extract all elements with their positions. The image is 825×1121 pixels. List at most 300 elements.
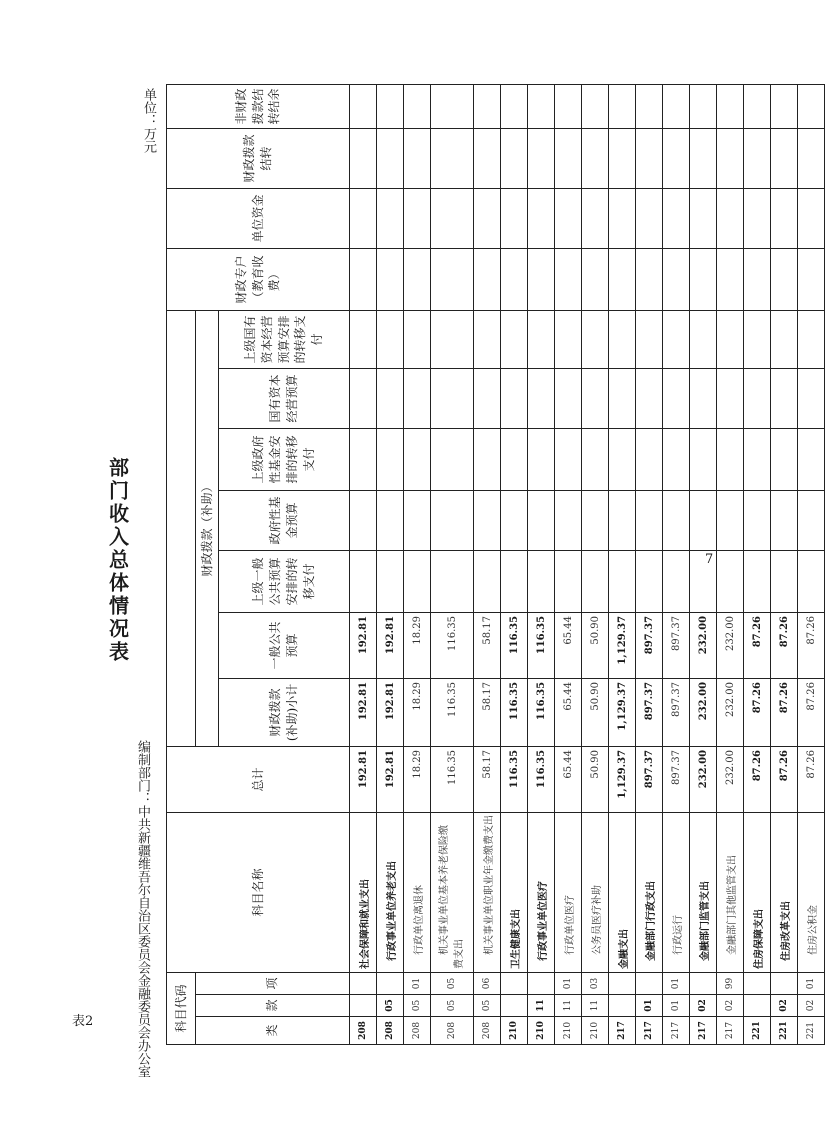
empty-cell bbox=[690, 368, 717, 428]
xiang-cell: 05 bbox=[431, 972, 474, 994]
empty-cell bbox=[377, 248, 404, 310]
empty-cell bbox=[717, 428, 744, 490]
general-cell: 58.17 bbox=[474, 612, 501, 678]
total-cell: 232.00 bbox=[717, 746, 744, 812]
table-row bbox=[350, 84, 377, 1044]
empty-cell bbox=[798, 310, 825, 368]
empty-cell bbox=[528, 248, 555, 310]
name-cell bbox=[717, 812, 744, 972]
name-cell bbox=[690, 812, 717, 972]
income-table bbox=[166, 84, 825, 1045]
empty-cell bbox=[431, 84, 474, 128]
empty-cell bbox=[609, 188, 636, 248]
empty-cell bbox=[528, 188, 555, 248]
name-cell bbox=[528, 812, 555, 972]
empty-cell bbox=[744, 248, 771, 310]
table-row bbox=[609, 84, 636, 1044]
rotated-table-wrapper bbox=[166, 85, 819, 1045]
empty-cell bbox=[690, 84, 717, 128]
empty-cell bbox=[350, 248, 377, 310]
name-cell bbox=[474, 812, 501, 972]
empty-cell bbox=[582, 490, 609, 550]
name-text: 行政事业单位养老支出 bbox=[386, 860, 398, 961]
empty-cell bbox=[771, 310, 798, 368]
kuan-cell: 11 bbox=[555, 995, 582, 1017]
lei-cell: 217 bbox=[717, 1017, 744, 1045]
empty-cell bbox=[663, 368, 690, 428]
name-cell bbox=[771, 812, 798, 972]
subtotal-cell: 116.35 bbox=[528, 678, 555, 746]
empty-cell bbox=[663, 128, 690, 188]
empty-cell bbox=[528, 368, 555, 428]
empty-cell bbox=[377, 84, 404, 128]
kuan-cell: 05 bbox=[377, 995, 404, 1017]
xiang-cell: 06 bbox=[474, 972, 501, 994]
name-cell bbox=[555, 812, 582, 972]
empty-cell bbox=[528, 128, 555, 188]
total-cell: 58.17 bbox=[474, 746, 501, 812]
lei-cell: 208 bbox=[431, 1017, 474, 1045]
name-text: 金融部门其他监管支出 bbox=[726, 854, 738, 955]
empty-cell bbox=[636, 490, 663, 550]
empty-cell bbox=[350, 490, 377, 550]
empty-cell bbox=[636, 310, 663, 368]
empty-cell bbox=[582, 128, 609, 188]
empty-cell bbox=[404, 550, 431, 612]
empty-cell bbox=[798, 550, 825, 612]
table-row bbox=[582, 84, 609, 1044]
empty-cell bbox=[717, 248, 744, 310]
empty-cell bbox=[404, 188, 431, 248]
lei-cell: 210 bbox=[501, 1017, 528, 1045]
name-text: 住房公积金 bbox=[807, 904, 819, 955]
upper-fund-header: 上级政府性基金安排的转移支付 bbox=[219, 428, 350, 490]
empty-cell bbox=[690, 128, 717, 188]
empty-cell bbox=[431, 248, 474, 310]
empty-cell bbox=[744, 128, 771, 188]
empty-cell bbox=[744, 368, 771, 428]
empty-cell bbox=[771, 188, 798, 248]
subtotal-cell: 232.00 bbox=[690, 678, 717, 746]
empty-cell bbox=[501, 310, 528, 368]
total-cell: 65.44 bbox=[555, 746, 582, 812]
empty-cell bbox=[431, 128, 474, 188]
xiang-cell bbox=[690, 972, 717, 994]
empty-cell bbox=[377, 128, 404, 188]
xiang-cell bbox=[609, 972, 636, 994]
empty-cell bbox=[431, 428, 474, 490]
total-cell: 18.29 bbox=[404, 746, 431, 812]
empty-cell bbox=[771, 128, 798, 188]
empty-cell bbox=[377, 428, 404, 490]
kuan-cell: 02 bbox=[771, 995, 798, 1017]
kuan-cell: 02 bbox=[798, 995, 825, 1017]
non-fiscal-carryover-header: 非财政拨款结转结余 bbox=[167, 84, 350, 128]
name-text: 行政运行 bbox=[672, 914, 684, 955]
upper-state-header: 上级国有资本经营预算安排的转移支付 bbox=[219, 310, 350, 368]
empty-cell bbox=[582, 310, 609, 368]
kuan-cell: 05 bbox=[431, 995, 474, 1017]
general-cell: 116.35 bbox=[528, 612, 555, 678]
xiang-cell: 01 bbox=[404, 972, 431, 994]
total-cell: 232.00 bbox=[690, 746, 717, 812]
subtotal-cell: 232.00 bbox=[717, 678, 744, 746]
name-cell bbox=[350, 812, 377, 972]
empty-cell bbox=[474, 128, 501, 188]
special-account-header: 财政专户（教育收费） bbox=[167, 248, 350, 310]
empty-cell bbox=[582, 368, 609, 428]
empty-cell bbox=[404, 310, 431, 368]
general-cell: 232.00 bbox=[690, 612, 717, 678]
empty-cell bbox=[555, 188, 582, 248]
xiang-cell: 03 bbox=[582, 972, 609, 994]
empty-cell bbox=[636, 128, 663, 188]
empty-cell bbox=[582, 428, 609, 490]
empty-cell bbox=[404, 248, 431, 310]
total-cell: 116.35 bbox=[528, 746, 555, 812]
empty-cell bbox=[528, 428, 555, 490]
empty-cell bbox=[663, 490, 690, 550]
empty-cell bbox=[744, 550, 771, 612]
name-text: 住房保障支出 bbox=[753, 908, 765, 969]
kuan-cell: 05 bbox=[474, 995, 501, 1017]
xiang-cell bbox=[377, 972, 404, 994]
empty-cell bbox=[404, 84, 431, 128]
empty-cell bbox=[690, 550, 717, 612]
name-cell bbox=[501, 812, 528, 972]
kuan-cell: 01 bbox=[663, 995, 690, 1017]
table-row bbox=[744, 84, 771, 1044]
table-row bbox=[431, 84, 474, 1044]
empty-cell bbox=[690, 248, 717, 310]
table-label: 表2 bbox=[72, 1014, 94, 1029]
name-text: 行政单位医疗 bbox=[564, 894, 576, 955]
empty-cell bbox=[474, 490, 501, 550]
general-cell: 65.44 bbox=[555, 612, 582, 678]
empty-cell bbox=[555, 248, 582, 310]
kuan-cell bbox=[501, 995, 528, 1017]
table-body bbox=[350, 84, 825, 1044]
page-number: 7 bbox=[705, 552, 714, 567]
empty-cell bbox=[431, 188, 474, 248]
empty-cell bbox=[690, 428, 717, 490]
name-text: 金融支出 bbox=[618, 928, 630, 969]
empty-cell bbox=[582, 248, 609, 310]
total-cell: 87.26 bbox=[771, 746, 798, 812]
empty-cell bbox=[555, 128, 582, 188]
name-text: 卫生健康支出 bbox=[510, 908, 522, 969]
empty-cell bbox=[474, 428, 501, 490]
general-cell: 87.26 bbox=[744, 612, 771, 678]
kuan-cell bbox=[744, 995, 771, 1017]
name-text: 行政事业单位医疗 bbox=[537, 880, 549, 961]
name-cell bbox=[404, 812, 431, 972]
lei-header: 类 bbox=[196, 1017, 350, 1045]
general-cell: 232.00 bbox=[717, 612, 744, 678]
empty-cell bbox=[690, 310, 717, 368]
total-cell: 50.90 bbox=[582, 746, 609, 812]
general-cell: 116.35 bbox=[501, 612, 528, 678]
empty-cell bbox=[582, 188, 609, 248]
empty-cell bbox=[528, 310, 555, 368]
empty-cell bbox=[555, 490, 582, 550]
general-cell: 87.26 bbox=[798, 612, 825, 678]
kuan-cell: 02 bbox=[717, 995, 744, 1017]
table-row bbox=[717, 84, 744, 1044]
empty-cell bbox=[636, 188, 663, 248]
empty-cell bbox=[350, 188, 377, 248]
upper-general-header: 上级一般公共预算安排的转移支付 bbox=[219, 550, 350, 612]
empty-cell bbox=[717, 490, 744, 550]
empty-cell bbox=[798, 84, 825, 128]
empty-cell bbox=[501, 368, 528, 428]
lei-cell: 217 bbox=[609, 1017, 636, 1045]
total-cell: 1,129.37 bbox=[609, 746, 636, 812]
subtotal-cell: 18.29 bbox=[404, 678, 431, 746]
empty-cell bbox=[431, 550, 474, 612]
general-cell: 897.37 bbox=[636, 612, 663, 678]
name-cell bbox=[377, 812, 404, 972]
table-row bbox=[377, 84, 404, 1044]
table-row bbox=[474, 84, 501, 1044]
empty-cell bbox=[474, 188, 501, 248]
name-cell bbox=[663, 812, 690, 972]
xiang-cell bbox=[636, 972, 663, 994]
empty-cell bbox=[501, 84, 528, 128]
xiang-header: 项 bbox=[196, 972, 350, 994]
empty-cell bbox=[798, 428, 825, 490]
xiang-cell bbox=[501, 972, 528, 994]
empty-cell bbox=[555, 550, 582, 612]
subtotal-cell: 1,129.37 bbox=[609, 678, 636, 746]
kuan-cell bbox=[609, 995, 636, 1017]
table-row bbox=[555, 84, 582, 1044]
empty-cell bbox=[744, 84, 771, 128]
xiang-cell bbox=[528, 972, 555, 994]
kuan-header: 款 bbox=[196, 995, 350, 1017]
xiang-cell bbox=[350, 972, 377, 994]
lei-cell: 210 bbox=[555, 1017, 582, 1045]
empty-cell bbox=[744, 188, 771, 248]
empty-cell bbox=[350, 84, 377, 128]
table-row bbox=[771, 84, 798, 1044]
general-cell: 87.26 bbox=[771, 612, 798, 678]
empty-cell bbox=[501, 248, 528, 310]
kuan-cell: 01 bbox=[636, 995, 663, 1017]
name-text: 住房改革支出 bbox=[780, 900, 792, 961]
empty-cell bbox=[474, 310, 501, 368]
xiang-cell: 01 bbox=[555, 972, 582, 994]
empty-cell bbox=[690, 188, 717, 248]
empty-cell bbox=[717, 368, 744, 428]
empty-cell bbox=[609, 490, 636, 550]
name-text: 金融部门监管支出 bbox=[699, 880, 711, 961]
empty-cell bbox=[350, 128, 377, 188]
name-text: 机关事业单位职业年金缴费支出 bbox=[483, 814, 495, 955]
name-cell bbox=[431, 812, 474, 972]
subtotal-cell: 50.90 bbox=[582, 678, 609, 746]
subtotal-cell: 116.35 bbox=[501, 678, 528, 746]
empty-cell bbox=[771, 428, 798, 490]
empty-cell bbox=[350, 368, 377, 428]
empty-cell bbox=[744, 310, 771, 368]
kuan-cell: 02 bbox=[690, 995, 717, 1017]
subtotal-cell: 87.26 bbox=[744, 678, 771, 746]
page-title: 部门收入总体情况表 bbox=[105, 456, 130, 664]
total-header: 总计 bbox=[167, 746, 350, 812]
general-cell: 1,129.37 bbox=[609, 612, 636, 678]
subtotal-cell: 65.44 bbox=[555, 678, 582, 746]
kuan-cell bbox=[350, 995, 377, 1017]
empty-cell bbox=[609, 368, 636, 428]
lei-cell: 208 bbox=[377, 1017, 404, 1045]
empty-cell bbox=[663, 188, 690, 248]
fiscal-subtotal-header: 财政拨款(补助)小计 bbox=[219, 678, 350, 746]
lei-cell: 217 bbox=[663, 1017, 690, 1045]
empty-cell bbox=[609, 310, 636, 368]
table-row bbox=[636, 84, 663, 1044]
empty-cell bbox=[474, 550, 501, 612]
empty-cell bbox=[377, 310, 404, 368]
subtotal-cell: 897.37 bbox=[663, 678, 690, 746]
table-row bbox=[528, 84, 555, 1044]
lei-cell: 210 bbox=[582, 1017, 609, 1045]
name-cell bbox=[636, 812, 663, 972]
subtotal-cell: 87.26 bbox=[798, 678, 825, 746]
empty-cell bbox=[377, 550, 404, 612]
name-cell bbox=[744, 812, 771, 972]
empty-cell bbox=[350, 550, 377, 612]
fiscal-group-spacer bbox=[167, 310, 196, 746]
subtotal-cell: 58.17 bbox=[474, 678, 501, 746]
empty-cell bbox=[528, 490, 555, 550]
name-cell bbox=[798, 812, 825, 972]
total-cell: 87.26 bbox=[744, 746, 771, 812]
empty-cell bbox=[404, 428, 431, 490]
general-cell: 897.37 bbox=[663, 612, 690, 678]
empty-cell bbox=[771, 368, 798, 428]
department-label: 编制部门：中共新疆维吾尔自治区委员会金融委员会办公室 bbox=[135, 740, 150, 1078]
general-cell: 18.29 bbox=[404, 612, 431, 678]
lei-cell: 221 bbox=[744, 1017, 771, 1045]
empty-cell bbox=[555, 84, 582, 128]
table-row bbox=[798, 84, 825, 1044]
name-cell bbox=[582, 812, 609, 972]
general-cell: 116.35 bbox=[431, 612, 474, 678]
lei-cell: 221 bbox=[798, 1017, 825, 1045]
empty-cell bbox=[690, 490, 717, 550]
empty-cell bbox=[771, 490, 798, 550]
empty-cell bbox=[501, 490, 528, 550]
general-cell: 192.81 bbox=[350, 612, 377, 678]
empty-cell bbox=[501, 550, 528, 612]
empty-cell bbox=[377, 368, 404, 428]
empty-cell bbox=[555, 368, 582, 428]
empty-cell bbox=[404, 128, 431, 188]
empty-cell bbox=[501, 428, 528, 490]
total-cell: 192.81 bbox=[350, 746, 377, 812]
unit-label: 单位：万元 bbox=[141, 88, 156, 153]
state-capital-header: 国有资本经营预算 bbox=[219, 368, 350, 428]
empty-cell bbox=[501, 128, 528, 188]
name-text: 公务员医疗补助 bbox=[591, 884, 603, 955]
xiang-cell bbox=[771, 972, 798, 994]
empty-cell bbox=[717, 310, 744, 368]
empty-cell bbox=[474, 368, 501, 428]
empty-cell bbox=[744, 428, 771, 490]
table-row bbox=[663, 84, 690, 1044]
empty-cell bbox=[798, 128, 825, 188]
empty-cell bbox=[350, 428, 377, 490]
empty-cell bbox=[744, 490, 771, 550]
empty-cell bbox=[582, 550, 609, 612]
empty-cell bbox=[431, 490, 474, 550]
empty-cell bbox=[431, 310, 474, 368]
empty-cell bbox=[636, 428, 663, 490]
kuan-cell: 11 bbox=[528, 995, 555, 1017]
empty-cell bbox=[377, 188, 404, 248]
empty-cell bbox=[528, 550, 555, 612]
empty-cell bbox=[474, 248, 501, 310]
xiang-cell: 99 bbox=[717, 972, 744, 994]
lei-cell: 217 bbox=[690, 1017, 717, 1045]
code-group-header: 科目代码 bbox=[167, 972, 196, 1044]
gov-fund-header: 政府性基金预算 bbox=[219, 490, 350, 550]
empty-cell bbox=[404, 368, 431, 428]
lei-cell: 221 bbox=[771, 1017, 798, 1045]
lei-cell: 217 bbox=[636, 1017, 663, 1045]
empty-cell bbox=[771, 84, 798, 128]
empty-cell bbox=[609, 428, 636, 490]
subtotal-cell: 192.81 bbox=[350, 678, 377, 746]
empty-cell bbox=[609, 550, 636, 612]
fiscal-group-header: 财政拨款（补助） bbox=[196, 310, 219, 746]
name-text: 机关事业单位基本养老保险缴费支出 bbox=[439, 824, 465, 969]
empty-cell bbox=[663, 84, 690, 128]
empty-cell bbox=[636, 248, 663, 310]
empty-cell bbox=[377, 490, 404, 550]
table-row bbox=[690, 84, 717, 1044]
empty-cell bbox=[798, 248, 825, 310]
empty-cell bbox=[771, 248, 798, 310]
empty-cell bbox=[609, 128, 636, 188]
empty-cell bbox=[717, 84, 744, 128]
xiang-cell: 01 bbox=[798, 972, 825, 994]
empty-cell bbox=[717, 128, 744, 188]
name-text: 金融部门行政支出 bbox=[645, 880, 657, 961]
empty-cell bbox=[609, 248, 636, 310]
empty-cell bbox=[663, 310, 690, 368]
empty-cell bbox=[798, 368, 825, 428]
kuan-cell: 11 bbox=[582, 995, 609, 1017]
empty-cell bbox=[771, 550, 798, 612]
empty-cell bbox=[474, 84, 501, 128]
empty-cell bbox=[582, 84, 609, 128]
empty-cell bbox=[555, 428, 582, 490]
subtotal-cell: 192.81 bbox=[377, 678, 404, 746]
lei-cell: 210 bbox=[528, 1017, 555, 1045]
empty-cell bbox=[501, 188, 528, 248]
empty-cell bbox=[636, 368, 663, 428]
total-cell: 116.35 bbox=[431, 746, 474, 812]
lei-cell: 208 bbox=[350, 1017, 377, 1045]
table-row bbox=[501, 84, 528, 1044]
empty-cell bbox=[717, 550, 744, 612]
empty-cell bbox=[717, 188, 744, 248]
total-cell: 897.37 bbox=[636, 746, 663, 812]
empty-cell bbox=[798, 188, 825, 248]
carryover-header: 财政拨款结转 bbox=[167, 128, 350, 188]
